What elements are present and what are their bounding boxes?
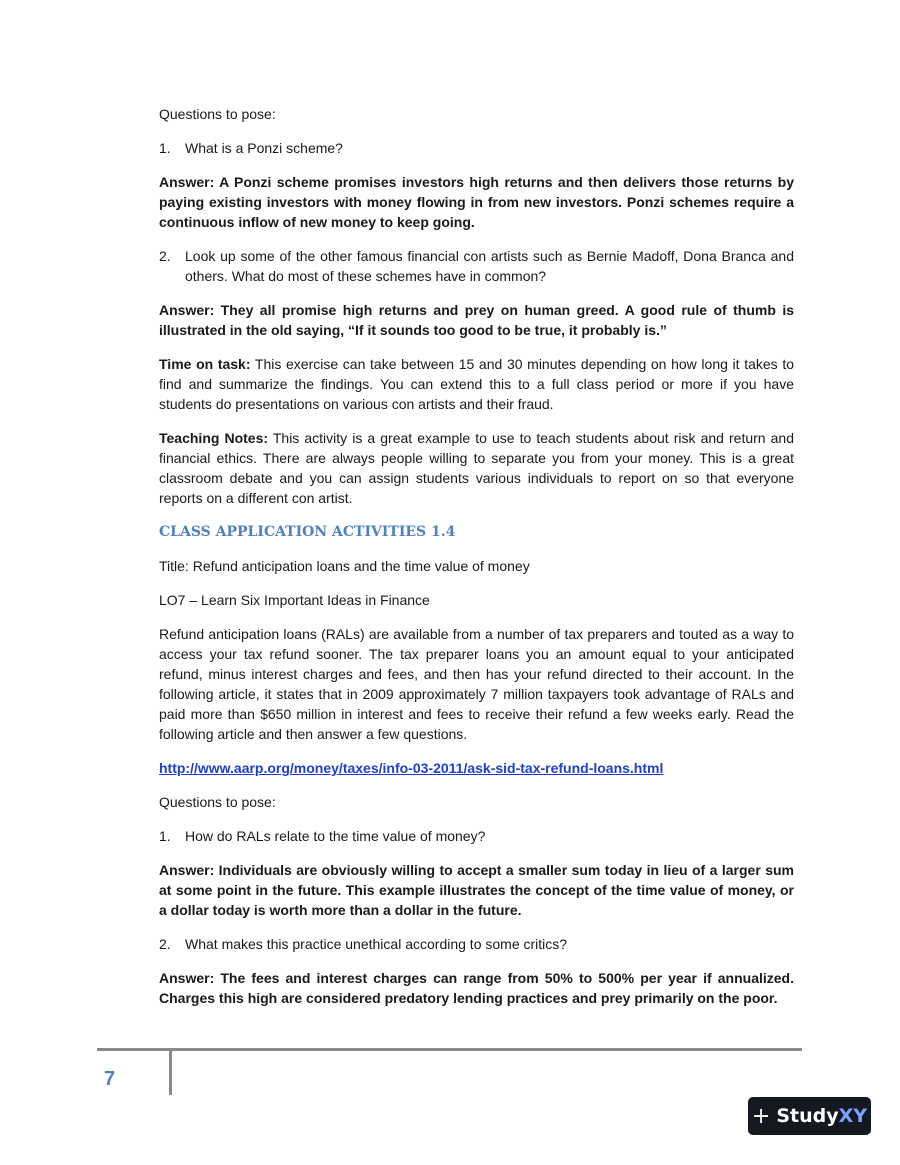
question-item <box>159 138 794 158</box>
studyxy-badge[interactable] <box>748 1097 871 1135</box>
article-link[interactable]: http://www.aarp.org/money/taxes/info-03-2011/ask-sid-tax-refund-loans.html <box>159 760 664 776</box>
page-number: 7 <box>104 1068 116 1090</box>
answer-text: Answer: A Ponzi scheme promises investors high returns and then delivers those returns by paying existing investors with money flowing in from new investors. Ponzi schemes require a continuous inflow of new money to keep going. <box>159 174 794 230</box>
time-on-task-paragraph <box>159 354 794 414</box>
teaching-notes-label: Teaching Notes: <box>159 430 269 446</box>
questions-intro: Questions to pose: <box>159 106 276 122</box>
question-number: 1. <box>159 140 171 156</box>
plus-icon: + <box>751 1103 771 1129</box>
time-on-task-text: This exercise can take between 15 and 30 minutes depending on how long it takes to find and summarize the findings. You can extend this to a full class period or more if you have students do presentations on various con artists and their fraud. <box>159 356 794 412</box>
question-item <box>159 246 794 286</box>
question-text: Look up some of the other famous financial con artists such as Bernie Madoff, Dona Branca and others. What do most of these schemes have in common? <box>185 248 794 284</box>
body-paragraph: Refund anticipation loans (RALs) are available from a number of tax preparers and touted as a way to access your tax refund sooner. The tax preparer loans you an amount equal to your anticipated refund, minus interest charges and fees, and then has your refund directed to their account. In the following article, it states that in 2009 approximately 7 million taxpayers took advantage of RALs and paid more than $650 million in interest and fees to receive their refund a few weeks early. Read the following article and then answer a few questions. <box>159 626 794 742</box>
question-item <box>159 934 794 954</box>
question-number: 1. <box>159 828 171 844</box>
footer-divider <box>97 1048 802 1051</box>
question-number: 2. <box>159 248 171 264</box>
question-text: What is a Ponzi scheme? <box>185 140 343 156</box>
brand-name-part1: Study <box>776 1105 839 1127</box>
learning-objective: LO7 – Learn Six Important Ideas in Finance <box>159 592 430 608</box>
brand-name-part2: XY <box>838 1105 868 1127</box>
time-on-task-label: Time on task: <box>159 356 251 372</box>
question-text: How do RALs relate to the time value of money? <box>185 828 486 844</box>
question-text: What makes this practice unethical according to some critics? <box>185 936 568 952</box>
question-number: 2. <box>159 936 171 952</box>
activity-title: Title: Refund anticipation loans and the time value of money <box>159 558 530 574</box>
answer-text: Answer: The fees and interest charges can range from 50% to 500% per year if annualized. Charges this high are considered predatory lending practices and prey primarily on the poor. <box>159 970 794 1006</box>
answer-text: Answer: They all promise high returns and prey on human greed. A good rule of thumb is illustrated in the old saying, “If it sounds too good to be true, it probably is.” <box>159 302 794 338</box>
section-heading: CLASS APPLICATION ACTIVITIES 1.4 <box>159 524 456 540</box>
answer-text: Answer: Individuals are obviously willing to accept a smaller sum today in lieu of a larger sum at some point in the future. This example illustrates the concept of the time value of money, or a dollar today is worth more than a dollar in the future. <box>159 862 794 918</box>
question-item <box>159 826 794 846</box>
teaching-notes-text: This activity is a great example to use to teach students about risk and return and financial ethics. There are always people willing to separate you from your money. This is a great classroom debate and you can assign students various individuals to report on so that everyone reports on a different con artist. <box>159 430 794 506</box>
teaching-notes-paragraph <box>159 428 794 508</box>
questions-intro: Questions to pose: <box>159 794 276 810</box>
page-content <box>159 104 794 1022</box>
footer-vertical-divider <box>169 1051 172 1095</box>
